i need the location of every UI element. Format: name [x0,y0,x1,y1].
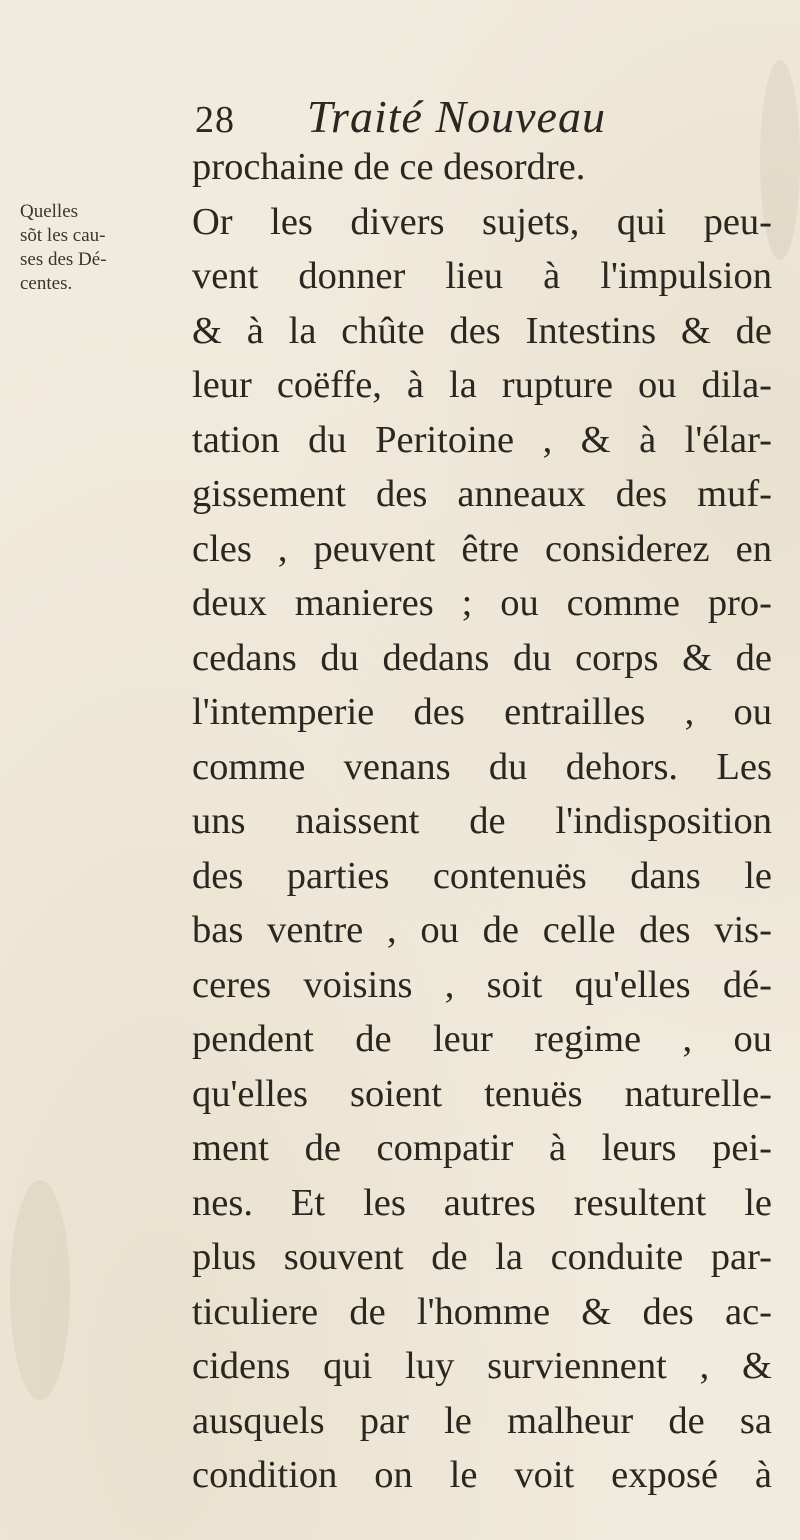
text-line: gissement des anneaux des muf- [192,473,772,515]
text-line: bas ventre , ou de celle des vis- [192,909,772,951]
body-text [192,140,772,1503]
text-line: des parties contenuës dans le [192,854,772,897]
margin-note [20,200,158,296]
margin-note-line: centes. [20,273,73,294]
text-line: l'intemperie des entrailles , ou [192,691,772,733]
text-line: Or les divers sujets, qui peu- [192,200,772,243]
text-line: ticuliere de l'homme & des ac- [192,1290,772,1333]
text-line: nes. Et les autres resultent le [192,1181,772,1224]
text-line: cles , peuvent être considerez en [192,527,772,570]
text-line: leur coëffe, à la rupture ou dila- [192,364,772,406]
text-line: pendent de leur regime , ou [192,1018,772,1060]
page-number: 28 [195,99,235,141]
text-line: qu'elles soient tenuës naturelle- [192,1072,772,1115]
margin-note-line: Quelles [20,201,79,222]
text-line: & à la chûte des Intestins & de [192,309,772,352]
text-line: ment de compatir à leurs pei- [192,1127,772,1169]
text-line: ausquels par le malheur de sa [192,1399,772,1442]
text-line: tation du Peritoine , & à l'élar- [192,418,772,461]
text-line: cidens qui luy surviennent , & [192,1345,772,1387]
margin-note-line: ses des Dé- [20,249,107,270]
text-line: prochaine de ce desordre. [192,146,586,188]
margin-note-line: sõt les cau- [20,225,106,246]
text-line: plus souvent de la conduite par- [192,1236,772,1278]
page-header [195,90,755,146]
text-line: comme venans du dehors. Les [192,745,772,788]
text-line: vent donner lieu à l'impulsion [192,255,772,297]
text-line: cedans du dedans du corps & de [192,636,772,679]
running-title: Traité Nouveau [307,91,606,142]
text-line: ceres voisins , soit qu'elles dé- [192,963,772,1006]
text-line: deux manieres ; ou comme pro- [192,582,772,624]
text-line: condition on le voit exposé à [192,1454,772,1496]
paper-stain [10,1180,70,1400]
text-line: uns naissent de l'indisposition [192,800,772,842]
